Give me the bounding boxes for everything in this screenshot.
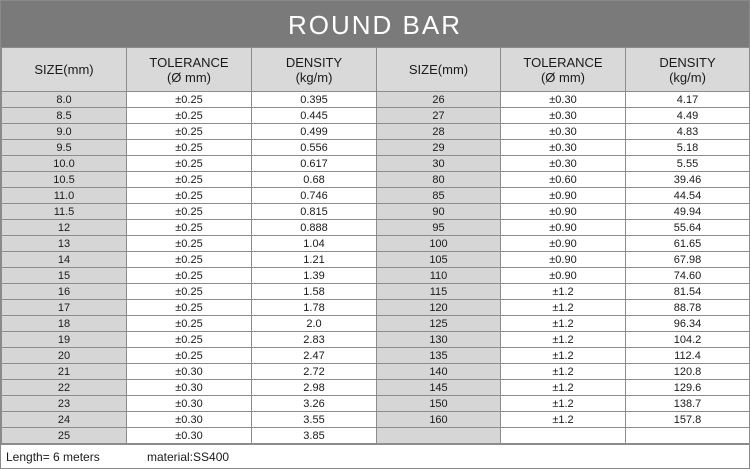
left-tolerance-cell: ±0.30 (127, 364, 252, 380)
header-size-right: SIZE(mm) (377, 48, 501, 92)
right-density-cell: 96.34 (626, 316, 750, 332)
header-density-line1: DENSITY (659, 54, 716, 70)
right-size-cell: 135 (377, 348, 501, 364)
right-size-cell (377, 428, 501, 444)
right-density-cell: 5.55 (626, 156, 750, 172)
right-density-cell: 112.4 (626, 348, 750, 364)
right-tolerance-cell: ±1.2 (501, 412, 626, 428)
left-size-cell: 17 (2, 300, 127, 316)
left-size-cell: 20 (2, 348, 127, 364)
right-density-cell: 5.18 (626, 140, 750, 156)
right-size-cell: 27 (377, 108, 501, 124)
table-row (2, 172, 750, 188)
left-size-cell: 21 (2, 364, 127, 380)
left-density-cell: 0.445 (252, 108, 377, 124)
right-density-cell (626, 428, 750, 444)
left-density-cell: 3.85 (252, 428, 377, 444)
right-density-cell: 67.98 (626, 252, 750, 268)
right-tolerance-cell: ±0.30 (501, 108, 626, 124)
right-density-cell: 61.65 (626, 236, 750, 252)
right-size-cell: 30 (377, 156, 501, 172)
right-tolerance-cell: ±1.2 (501, 332, 626, 348)
table-row (2, 364, 750, 380)
left-density-cell: 2.72 (252, 364, 377, 380)
left-density-cell: 1.39 (252, 268, 377, 284)
left-size-cell: 12 (2, 220, 127, 236)
right-density-cell: 4.49 (626, 108, 750, 124)
left-density-cell: 0.617 (252, 156, 377, 172)
left-size-cell: 23 (2, 396, 127, 412)
right-size-cell: 26 (377, 92, 501, 108)
right-density-cell: 4.17 (626, 92, 750, 108)
right-density-cell: 74.60 (626, 268, 750, 284)
left-size-cell: 9.0 (2, 124, 127, 140)
left-tolerance-cell: ±0.25 (127, 188, 252, 204)
right-size-cell: 90 (377, 204, 501, 220)
table-row (2, 316, 750, 332)
right-tolerance-cell: ±0.90 (501, 252, 626, 268)
spec-table (1, 47, 750, 444)
left-size-cell: 8.0 (2, 92, 127, 108)
left-tolerance-cell: ±0.30 (127, 428, 252, 444)
right-size-cell: 110 (377, 268, 501, 284)
left-density-cell: 2.0 (252, 316, 377, 332)
right-size-cell: 130 (377, 332, 501, 348)
header-tolerance-line1: TOLERANCE (149, 54, 229, 70)
left-size-cell: 8.5 (2, 108, 127, 124)
header-tolerance-left (127, 48, 252, 92)
right-size-cell: 105 (377, 252, 501, 268)
table-row (2, 204, 750, 220)
left-size-cell: 22 (2, 380, 127, 396)
left-density-cell: 0.395 (252, 92, 377, 108)
left-size-cell: 9.5 (2, 140, 127, 156)
left-density-cell: 0.888 (252, 220, 377, 236)
right-size-cell: 115 (377, 284, 501, 300)
header-tolerance-right (501, 48, 626, 92)
right-tolerance-cell: ±0.30 (501, 124, 626, 140)
left-size-cell: 18 (2, 316, 127, 332)
left-tolerance-cell: ±0.25 (127, 348, 252, 364)
right-tolerance-cell: ±0.90 (501, 188, 626, 204)
left-tolerance-cell: ±0.25 (127, 268, 252, 284)
page-title: ROUND BAR (1, 1, 749, 47)
right-size-cell: 125 (377, 316, 501, 332)
left-tolerance-cell: ±0.25 (127, 300, 252, 316)
left-tolerance-cell: ±0.25 (127, 204, 252, 220)
right-size-cell: 145 (377, 380, 501, 396)
header-tolerance-line2: (Ø mm) (540, 69, 586, 85)
left-size-cell: 25 (2, 428, 127, 444)
right-size-cell: 28 (377, 124, 501, 140)
left-tolerance-cell: ±0.25 (127, 172, 252, 188)
left-tolerance-cell: ±0.25 (127, 124, 252, 140)
left-density-cell: 0.556 (252, 140, 377, 156)
header-tolerance-line2: (Ø mm) (166, 69, 212, 85)
left-density-cell: 0.815 (252, 204, 377, 220)
left-density-cell: 1.04 (252, 236, 377, 252)
table-row (2, 220, 750, 236)
right-density-cell: 157.8 (626, 412, 750, 428)
right-size-cell: 80 (377, 172, 501, 188)
right-density-cell: 39.46 (626, 172, 750, 188)
header-size-left: SIZE(mm) (2, 48, 127, 92)
left-density-cell: 1.78 (252, 300, 377, 316)
left-tolerance-cell: ±0.25 (127, 156, 252, 172)
table-row (2, 332, 750, 348)
right-tolerance-cell: ±1.2 (501, 300, 626, 316)
left-density-cell: 0.68 (252, 172, 377, 188)
left-density-cell: 0.499 (252, 124, 377, 140)
spec-table-body (2, 92, 750, 444)
left-size-cell: 24 (2, 412, 127, 428)
table-row (2, 188, 750, 204)
right-tolerance-cell: ±1.2 (501, 348, 626, 364)
left-tolerance-cell: ±0.30 (127, 380, 252, 396)
table-row (2, 156, 750, 172)
left-size-cell: 14 (2, 252, 127, 268)
table-row (2, 252, 750, 268)
right-size-cell: 29 (377, 140, 501, 156)
right-tolerance-cell: ±0.60 (501, 172, 626, 188)
right-density-cell: 120.8 (626, 364, 750, 380)
left-density-cell: 1.58 (252, 284, 377, 300)
table-row (2, 236, 750, 252)
table-row (2, 348, 750, 364)
left-tolerance-cell: ±0.25 (127, 252, 252, 268)
left-density-cell: 0.746 (252, 188, 377, 204)
right-density-cell: 104.2 (626, 332, 750, 348)
right-tolerance-cell: ±1.2 (501, 316, 626, 332)
right-density-cell: 49.94 (626, 204, 750, 220)
right-density-cell: 55.64 (626, 220, 750, 236)
right-density-cell: 129.6 (626, 380, 750, 396)
right-size-cell: 85 (377, 188, 501, 204)
left-density-cell: 2.83 (252, 332, 377, 348)
header-density-right (626, 48, 750, 92)
left-tolerance-cell: ±0.25 (127, 220, 252, 236)
left-density-cell: 1.21 (252, 252, 377, 268)
right-tolerance-cell: ±1.2 (501, 380, 626, 396)
table-row (2, 124, 750, 140)
right-tolerance-cell: ±0.90 (501, 236, 626, 252)
right-size-cell: 160 (377, 412, 501, 428)
left-density-cell: 3.55 (252, 412, 377, 428)
left-size-cell: 15 (2, 268, 127, 284)
right-size-cell: 120 (377, 300, 501, 316)
left-density-cell: 3.26 (252, 396, 377, 412)
right-tolerance-cell: ±0.30 (501, 92, 626, 108)
left-tolerance-cell: ±0.25 (127, 108, 252, 124)
left-tolerance-cell: ±0.30 (127, 412, 252, 428)
right-density-cell: 138.7 (626, 396, 750, 412)
table-row (2, 380, 750, 396)
table-row (2, 396, 750, 412)
table-row (2, 140, 750, 156)
right-density-cell: 44.54 (626, 188, 750, 204)
right-size-cell: 140 (377, 364, 501, 380)
left-size-cell: 10.5 (2, 172, 127, 188)
left-tolerance-cell: ±0.25 (127, 332, 252, 348)
right-tolerance-cell: ±1.2 (501, 284, 626, 300)
length-note: Length= 6 meters (6, 450, 100, 464)
left-density-cell: 2.47 (252, 348, 377, 364)
header-density-line2: (kg/m) (669, 69, 706, 85)
left-tolerance-cell: ±0.25 (127, 236, 252, 252)
left-size-cell: 11.0 (2, 188, 127, 204)
table-row (2, 300, 750, 316)
header-row (2, 48, 750, 92)
right-tolerance-cell: ±0.30 (501, 140, 626, 156)
left-density-cell: 2.98 (252, 380, 377, 396)
left-size-cell: 16 (2, 284, 127, 300)
right-tolerance-cell (501, 428, 626, 444)
left-tolerance-cell: ±0.25 (127, 140, 252, 156)
right-size-cell: 95 (377, 220, 501, 236)
right-tolerance-cell: ±0.30 (501, 156, 626, 172)
right-tolerance-cell: ±1.2 (501, 364, 626, 380)
material-note: material:SS400 (147, 450, 230, 464)
left-size-cell: 13 (2, 236, 127, 252)
right-density-cell: 81.54 (626, 284, 750, 300)
right-tolerance-cell: ±0.90 (501, 268, 626, 284)
right-tolerance-cell: ±1.2 (501, 396, 626, 412)
table-row (2, 268, 750, 284)
left-tolerance-cell: ±0.25 (127, 316, 252, 332)
footer (1, 444, 749, 469)
table-row (2, 108, 750, 124)
right-size-cell: 150 (377, 396, 501, 412)
header-density-line1: DENSITY (285, 54, 343, 70)
left-tolerance-cell: ±0.25 (127, 284, 252, 300)
left-tolerance-cell: ±0.30 (127, 396, 252, 412)
right-size-cell: 100 (377, 236, 501, 252)
left-size-cell: 19 (2, 332, 127, 348)
table-row (2, 412, 750, 428)
table-row (2, 428, 750, 444)
left-tolerance-cell: ±0.25 (127, 92, 252, 108)
left-size-cell: 11.5 (2, 204, 127, 220)
right-density-cell: 4.83 (626, 124, 750, 140)
right-density-cell: 88.78 (626, 300, 750, 316)
right-tolerance-cell: ±0.90 (501, 220, 626, 236)
header-density-left (252, 48, 377, 92)
right-tolerance-cell: ±0.90 (501, 204, 626, 220)
table-row (2, 284, 750, 300)
header-tolerance-line1: TOLERANCE (523, 54, 603, 70)
left-size-cell: 10.0 (2, 156, 127, 172)
header-density-line2: (kg/m) (295, 69, 333, 85)
table-row (2, 92, 750, 108)
